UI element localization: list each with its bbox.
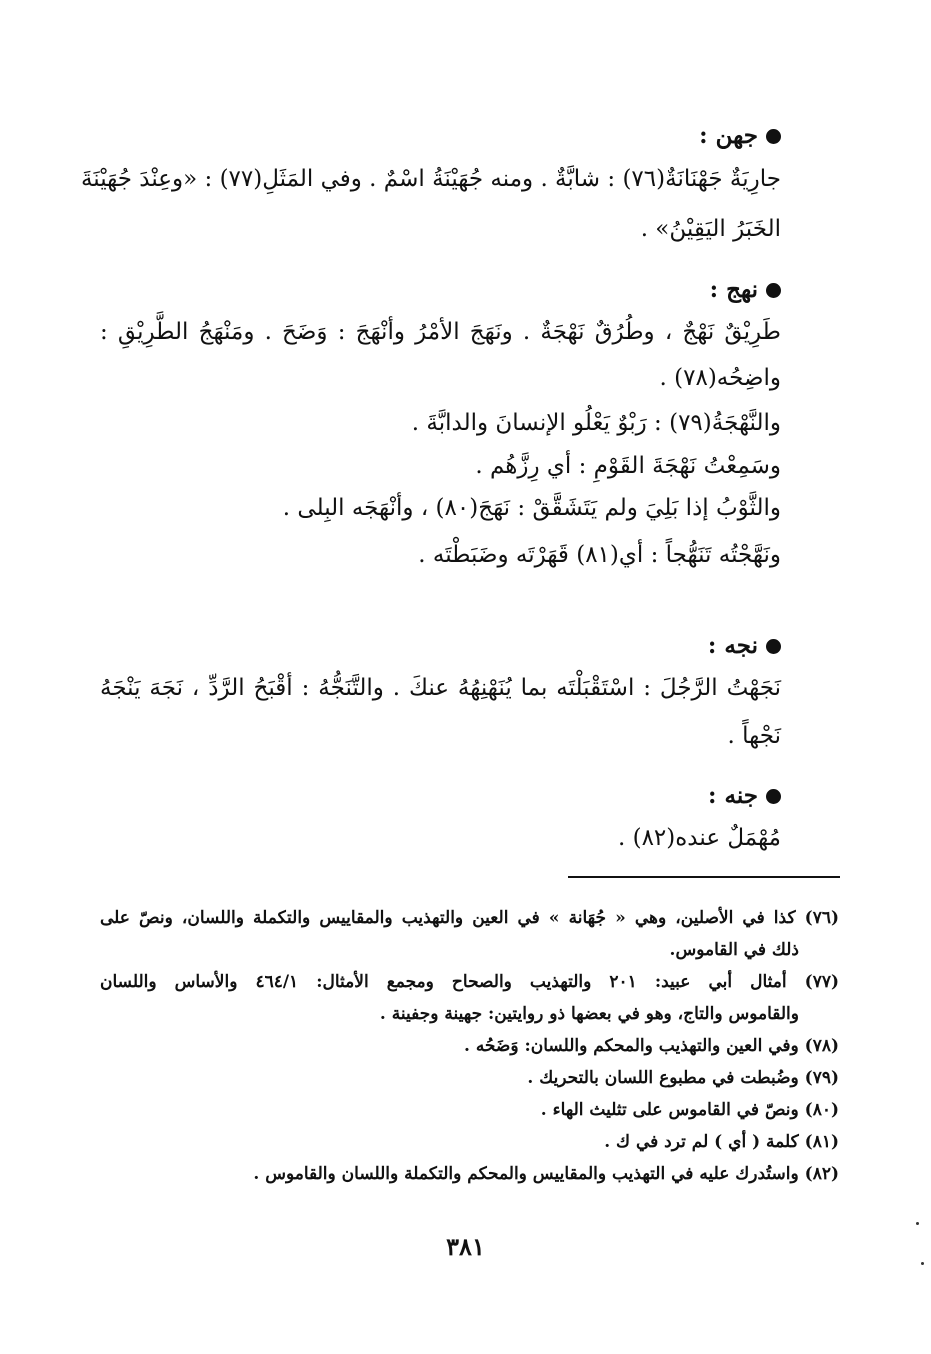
entry-line: ونَهَّجْتُه تَنَهُّجاً : أي(٨١) قَهَرْتَه وضَبَطْتَه . <box>418 542 781 568</box>
entry-line: والثَّوْبُ إذا بَلِيَ ولم يَتَشَقَّقْ : نَهَجَ(٨٠) ، وأنْهَجَه البِلى . <box>282 495 781 521</box>
entry-jnh <box>100 778 781 862</box>
entry-line: واضِحُه(٧٨) . <box>659 365 781 391</box>
footnote-line: (٧٦) كذا في الأصلين، وهي « جُهَانة » في العين والتهذيب والمقاييس والتكملة واللسان، ونصّ على <box>100 908 839 928</box>
scan-speck <box>921 1262 924 1265</box>
entry-line: والنَّهْجَةُ(٧٩) : رَبْوٌ يَعْلُو الإنسانَ والدابَّةَ . <box>411 410 781 436</box>
scan-speck <box>916 1222 919 1225</box>
footnote-line: (٨١) كلمة ( أي ) لم ترد في ك . <box>604 1132 839 1152</box>
bullet-icon <box>766 789 781 804</box>
entry-line: طَرِيْقٌ نَهْجٌ ، وطُرُقٌ نَهْجَةٌ . ونَهَجَ الأمْرُ وأنْهَجَ : وَضَحَ . ومَنْهَجُ الطَّرِيْقِ : <box>100 319 781 345</box>
entry-heading <box>100 272 781 308</box>
entry-line: مُهْمَلٌ عنده(٨٢) . <box>617 825 781 851</box>
entry-heading <box>100 628 781 664</box>
bullet-icon <box>766 639 781 654</box>
bullet-icon <box>766 283 781 298</box>
entry-heading-text: جنه : <box>708 782 758 809</box>
footnote-line: (٧٨) وفي العين والتهذيب والمحكم واللسان: وَضَحُه . <box>463 1036 839 1056</box>
entry-heading-text: جهن : <box>699 122 758 149</box>
entry-njh <box>100 628 781 760</box>
bullet-icon <box>766 129 781 144</box>
entry-nhj <box>100 272 781 580</box>
entry-line: جارِيَةٌ جَهْنَانَةٌ(٧٦) : شابَّةٌ . ومنه جُهَيْنَةُ اسْمٌ . وفي المَثَلِ(٧٧) : «وعِنْدَ جُهَيْنَةَ <box>80 166 781 192</box>
footnote-line: والقاموس والتاج، وهو في بعضها ذو روايتين: جهينة وجفينة . <box>379 1004 799 1024</box>
page-number: ٣٨١ <box>446 1232 485 1261</box>
entry-line: الخَبَرُ اليَقِيْنُ» . <box>640 216 781 242</box>
entry-heading-text: نجه : <box>707 632 758 659</box>
footnote-line: (٨٢) واستُدرك عليه في التهذيب والمقاييس والمحكم والتكملة واللسان والقاموس . <box>253 1164 839 1184</box>
footnote-line: (٧٧) أمثال أبي عبيد: ٢٠١ والتهذيب والصحاح ومجمع الأمثال: ٤٦٤/١ والأساس واللسان <box>100 972 839 992</box>
entry-jhn <box>80 118 781 254</box>
entry-heading <box>100 118 781 154</box>
footnote-line: ذلك في القاموس. <box>669 940 799 960</box>
entry-line: نَجْهاً . <box>727 723 781 749</box>
footnotes <box>100 902 839 1190</box>
entry-line: نَجَهْتُ الرَّجُلَ : اسْتَقْبَلْتَه بما يُنَهْنِهُهُ عنكَ . والتَّنَجُّهُ : أقْبَحُ الرَّدِّ ، نَجَهَ يَنْجَهُ <box>100 675 781 701</box>
entry-heading-text: نهج : <box>709 276 758 303</box>
entry-heading <box>100 778 781 814</box>
entry-line: وسَمِعْتُ نَهْجَةَ القَوْمِ : أي رِزَّهُم . <box>475 453 781 479</box>
footnote-line: (٧٩) وضُبطت في مطبوع اللسان بالتحريك . <box>527 1068 839 1088</box>
footnote-line: (٨٠) ونصّ في القاموس على تثليث الهاء . <box>540 1100 839 1120</box>
footnote-separator <box>568 876 840 878</box>
